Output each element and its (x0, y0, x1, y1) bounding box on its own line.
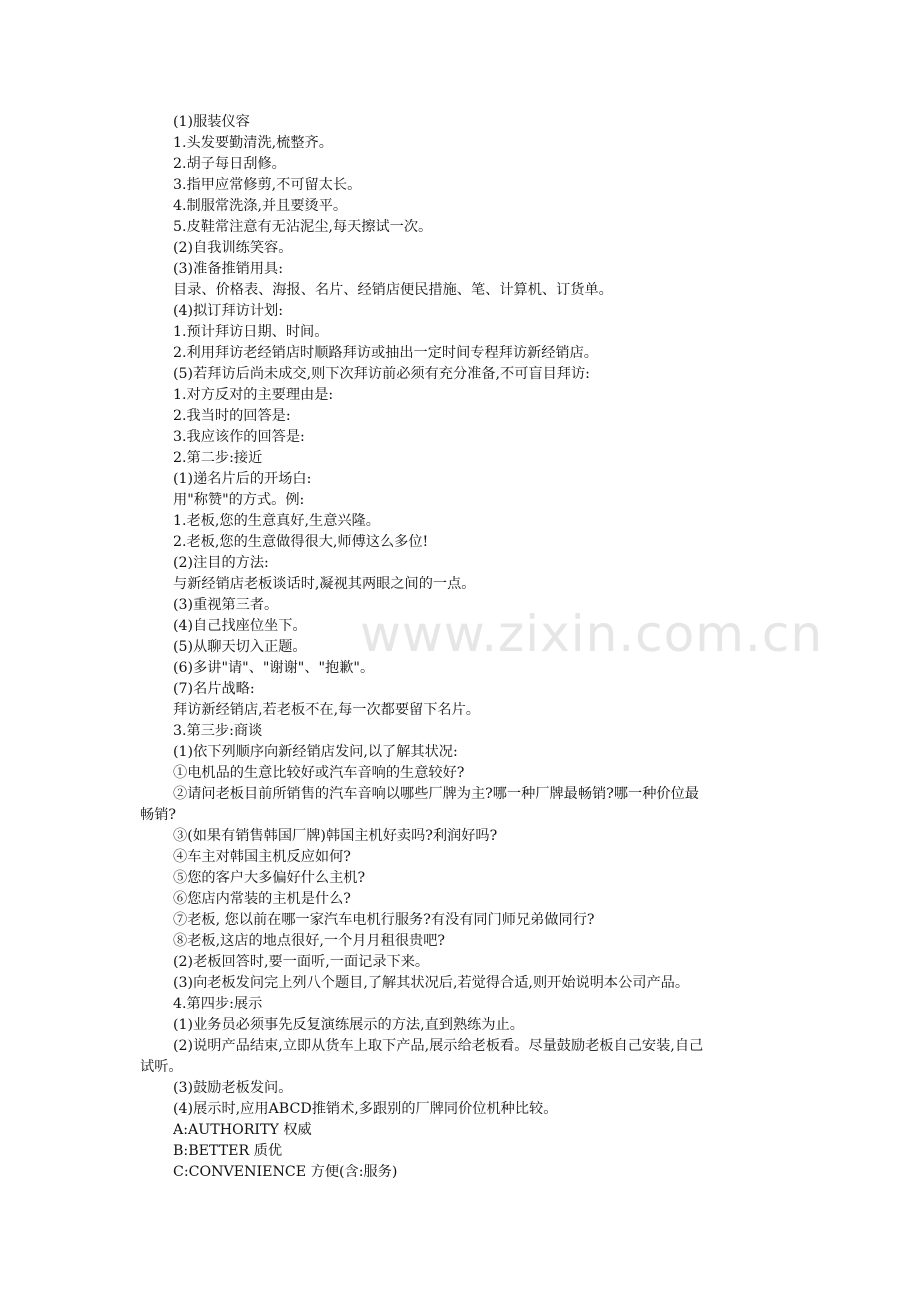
text-line: 5.皮鞋常注意有无沾泥尘,每天擦试一次。 (173, 219, 433, 235)
text-line: ⑤您的客户大多偏好什么主机? (173, 870, 366, 886)
text-line: 1.对方反对的主要理由是: (173, 387, 334, 403)
text-line: (3)向老板发问完上列八个题目,了解其状况后,若觉得合适,则开始说明本公司产品。 (173, 975, 690, 991)
text-line: (2)老板回答时,要一面听,一面记录下来。 (173, 954, 430, 970)
text-line: 与新经销店老板谈话时,凝视其两眼之间的一点。 (173, 576, 476, 592)
text-line: (2)自我训练笑容。 (173, 240, 293, 256)
text-line: (1)服装仪容 (173, 114, 250, 130)
text-line: 2.利用拜访老经销店时顺路拜访或抽出一定时间专程拜访新经销店。 (173, 345, 598, 361)
text-line: (7)名片战略: (173, 681, 255, 697)
text-line: (2)注目的方法: (173, 555, 269, 571)
text-line: 1.老板,您的生意真好,生意兴隆。 (173, 513, 380, 529)
text-line: (3)准备推销用具: (173, 261, 284, 277)
text-line: A:AUTHORITY 权威 (173, 1122, 312, 1138)
text-line: (5)若拜访后尚未成交,则下次拜访前必须有充分准备,不可盲目拜访: (173, 366, 590, 382)
text-line: 试听。 (140, 1059, 183, 1075)
text-line: 目录、价格表、海报、名片、经销店便民措施、笔、计算机、订货单。 (173, 282, 613, 298)
text-line: 畅销? (140, 807, 176, 823)
text-line: ④车主对韩国主机反应如何? (173, 849, 351, 865)
text-line: (3)鼓励老板发问。 (173, 1080, 293, 1096)
text-line: ③(如果有销售韩国厂牌)韩国主机好卖吗?利润好吗? (173, 828, 498, 844)
text-line: B:BETTER 质优 (173, 1143, 283, 1159)
text-line: 1.头发要勤清洗,梳整齐。 (173, 135, 333, 151)
text-line: 用"称赞"的方式。例: (173, 492, 305, 508)
text-line: 3.我应该作的回答是: (173, 429, 305, 445)
text-line: (1)依下列顺序向新经销店发问,以了解其状况: (173, 744, 458, 760)
text-line: 3.指甲应常修剪,不可留太长。 (173, 177, 362, 193)
text-line: (5)从聊天切入正题。 (173, 639, 307, 655)
text-line: (4)拟订拜访计划: (173, 303, 284, 319)
text-line: (6)多讲"请"、"谢谢"、"抱歉"。 (173, 660, 375, 676)
text-line: C:CONVENIENCE 方便(含:服务) (173, 1164, 398, 1180)
text-line: (4)自己找座位坐下。 (173, 618, 307, 634)
text-line: ⑥您店内常装的主机是什么? (173, 891, 351, 907)
text-line: (1)业务员必须事先反复演练展示的方法,直到熟练为止。 (173, 1017, 524, 1033)
text-line: 2.老板,您的生意做得很大,师傅这么多位! (173, 534, 429, 550)
text-line: 2.第二步:接近 (173, 450, 263, 466)
text-line: 拜访新经销店,若老板不在,每一次都要留下名片。 (173, 702, 480, 718)
text-line: 1.预计拜访日期、时间。 (173, 324, 329, 340)
text-line: 2.胡子每日刮修。 (173, 156, 286, 172)
text-line: 4.第四步:展示 (173, 996, 263, 1012)
text-line: ①电机品的生意比较好或汽车音响的生意较好? (173, 765, 465, 781)
text-line: 3.第三步:商谈 (173, 723, 263, 739)
text-line: ②请问老板目前所销售的汽车音响以哪些厂牌为主?哪一种厂牌最畅销?哪一种价位最 (173, 786, 699, 802)
text-line: (1)递名片后的开场白: (173, 471, 312, 487)
text-line: 4.制服常洗涤,并且要烫平。 (173, 198, 348, 214)
watermark: www.zixin.com.cn (360, 605, 824, 663)
text-line: (2)说明产品结束,立即从货车上取下产品,展示给老板看。尽量鼓励老板自己安装,自己 (173, 1038, 704, 1054)
text-line: (3)重视第三者。 (173, 597, 279, 613)
text-line: 2.我当时的回答是: (173, 408, 291, 424)
text-line: ⑦老板, 您以前在哪一家汽车电机行服务?有没有同门师兄弟做同行? (173, 912, 595, 928)
text-line: (4)展示时,应用ABCD推销术,多跟别的厂牌同价位机种比较。 (173, 1101, 558, 1117)
text-line: ⑧老板,这店的地点很好,一个月月租很贵吧? (173, 933, 446, 949)
